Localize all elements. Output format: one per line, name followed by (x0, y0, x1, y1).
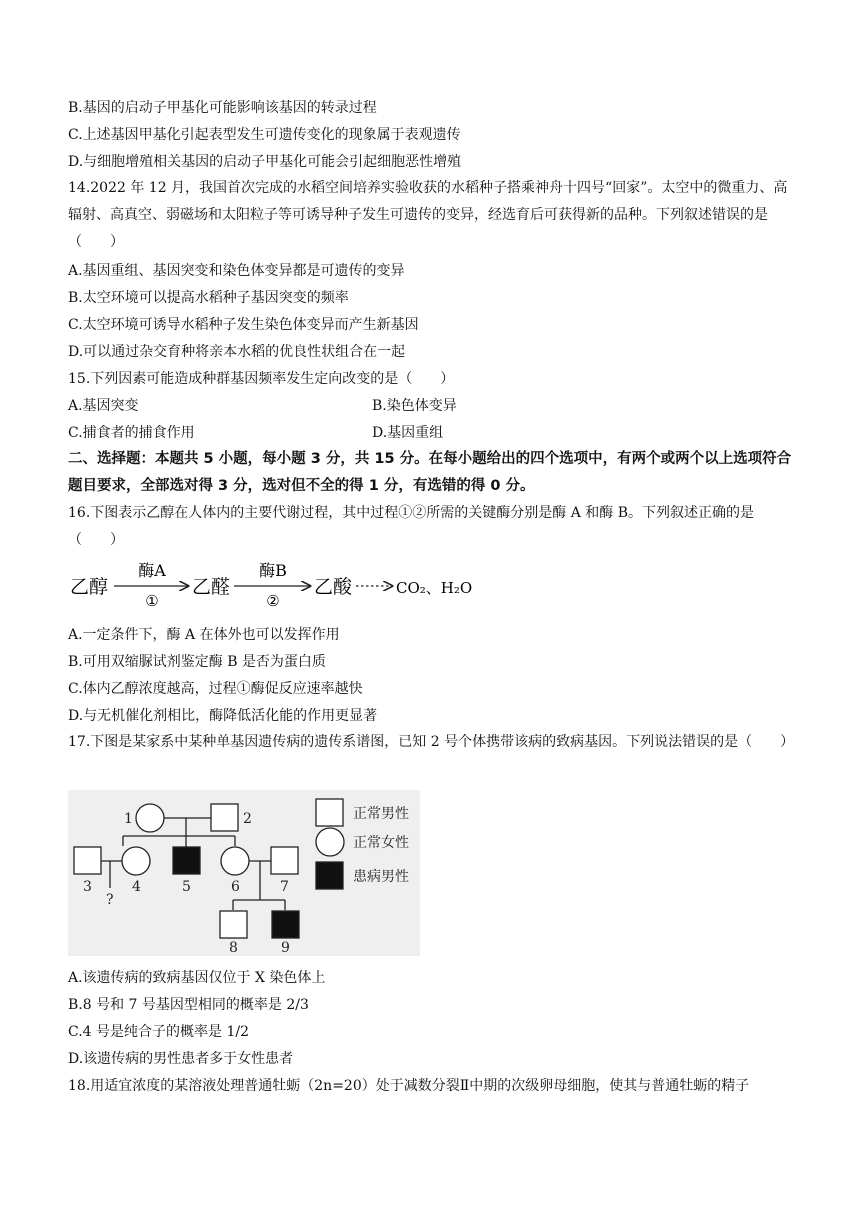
acetaldehyde-label: 乙醛 (192, 576, 231, 598)
individual-1-female (136, 804, 164, 832)
q15-option-d: D.基因重组 (372, 425, 444, 441)
q17-option-d: D.该遗传病的男性患者多于女性患者 (68, 1051, 294, 1067)
q14-option-c: C.太空环境可诱导水稻种子发生染色体变异而产生新基因 (68, 317, 419, 333)
individual-7-male (271, 847, 298, 874)
q15-option-a: A.基因突变 (68, 398, 139, 414)
individual-6-female (221, 847, 249, 875)
step-1-label: ① (145, 592, 159, 610)
products-label: CO₂、H₂O (396, 579, 473, 597)
legend-affected-male-symbol (316, 862, 343, 889)
q16-stem: 16.下图表示乙醇在人体内的主要代谢过程，其中过程①②所需的关键酶分别是酶 A 和酶 B。下列叙述正确的是（ ） (68, 505, 755, 548)
q17-option-a: A.该遗传病的致病基因仅位于 X 染色体上 (68, 970, 326, 986)
label-3: 3 (83, 879, 92, 895)
legend-normal-female-label: 正常女性 (353, 835, 409, 851)
q16-option-a: A.一定条件下，酶 A 在体外也可以发挥作用 (68, 627, 340, 643)
q13-option-d: D.与细胞增殖相关基因的启动子甲基化可能会引起细胞恶性增殖 (68, 154, 462, 170)
q15-stem: 15.下列因素可能造成种群基因频率发生定向改变的是（ ） (68, 371, 455, 387)
acetic-acid-label: 乙酸 (314, 576, 353, 598)
legend-affected-male-label: 患病男性 (353, 869, 409, 885)
q17-option-c: C.4 号是纯合子的概率是 1/2 (68, 1024, 250, 1040)
q16-option-d: D.与无机催化剂相比，酶降低活化能的作用更显著 (68, 708, 378, 724)
q14-option-d: D.可以通过杂交育种将亲本水稻的优良性状组合在一起 (68, 344, 406, 360)
q13-option-c: C.上述基因甲基化引起表型发生可遗传变化的现象属于表观遗传 (68, 127, 461, 143)
q16-option-b: B.可用双缩脲试剂鉴定酶 B 是否为蛋白质 (68, 654, 326, 670)
q15-option-b: B.染色体变异 (372, 398, 457, 414)
individual-3-male (74, 847, 101, 874)
ethanol-metabolism-figure (68, 561, 473, 612)
label-6: 6 (231, 879, 240, 895)
individual-5-affected-male (173, 847, 200, 874)
label-7: 7 (280, 879, 289, 895)
q16-option-c: C.体内乙醇浓度越高，过程①酶促反应速率越快 (68, 681, 363, 697)
label-9: 9 (281, 940, 290, 956)
legend-normal-female-symbol (316, 828, 344, 856)
pedigree-figure (68, 790, 420, 956)
individual-4-female (122, 847, 150, 875)
label-4: 4 (132, 879, 141, 895)
q17-stem: 17.下图是某家系中某种单基因遗传病的遗传系谱图，已知 2 号个体携带该病的致病基因。下列说法错误的是（ ） (68, 734, 795, 750)
label-8: 8 (229, 940, 238, 956)
q14-option-b: B.太空环境可以提高水稻种子基因突变的频率 (68, 290, 349, 306)
label-2: 2 (243, 811, 252, 827)
q15-option-c: C.捕食者的捕食作用 (68, 425, 195, 441)
q17-option-b: B.8 号和 7 号基因型相同的概率是 2/3 (68, 997, 309, 1013)
enzyme-b-label: 酶B (259, 561, 287, 580)
q13-option-b: B.基因的启动子甲基化可能影响该基因的转录过程 (68, 100, 377, 116)
individual-9-affected-male (272, 911, 299, 938)
legend-normal-male-label: 正常男性 (353, 806, 409, 822)
step-2-label: ② (266, 592, 280, 610)
q18-stem: 18.用适宜浓度的某溶液处理普通牡蛎（2n=20）处于减数分裂Ⅱ中期的次级卵母细胞，使其与普通牡蛎的精子 (68, 1078, 750, 1094)
section2-heading: 二、选择题：本题共 5 小题，每小题 3 分，共 15 分。在每小题给出的四个选项中，有两个或两个以上选项符合题目要求，全部选对得 3 分，选对但不全的得 1 分，有选错的得 0 分。 (68, 451, 792, 494)
ethanol-label: 乙醇 (70, 576, 109, 598)
label-1: 1 (124, 811, 133, 827)
q14-option-a: A.基因重组、基因突变和染色体变异都是可遗传的变异 (68, 263, 405, 279)
individual-2-male (211, 804, 238, 831)
q14-stem: 14.2022 年 12 月，我国首次完成的水稻空间培养实验收获的水稻种子搭乘神舟十四号“回家”。太空中的微重力、高辐射、高真空、弱磁场和太阳粒子等可诱导种子发生可遗传的变异，经选育后可获得新的品种。下列叙述错误的是（ ） (68, 180, 788, 250)
unknown-child-mark: ? (106, 892, 114, 908)
individual-8-male (220, 911, 247, 938)
enzyme-a-label: 酶A (138, 561, 166, 580)
legend-normal-male-symbol (316, 799, 343, 826)
label-5: 5 (182, 879, 191, 895)
